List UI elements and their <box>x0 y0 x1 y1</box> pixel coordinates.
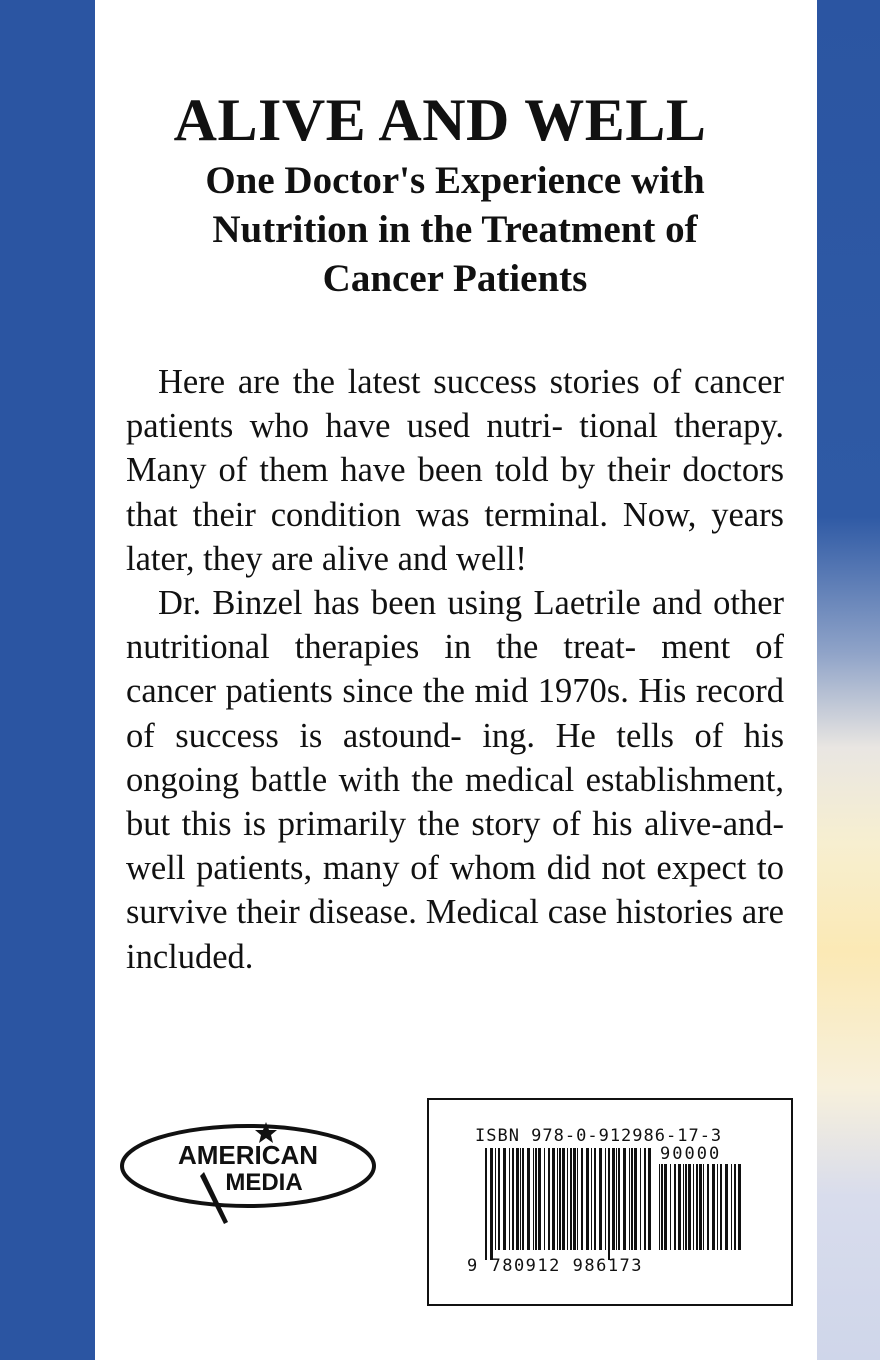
barcode-bar <box>693 1164 694 1250</box>
barcode-bar <box>533 1148 534 1250</box>
isbn-barcode <box>427 1098 793 1306</box>
isbn-label: ISBN 978-0-912986-17-3 <box>475 1126 723 1146</box>
barcode-bar <box>608 1148 610 1260</box>
logo-word-media: MEDIA <box>225 1169 303 1196</box>
barcode-bar <box>644 1148 646 1250</box>
barcode-bar <box>717 1164 718 1250</box>
barcode-bar <box>544 1148 545 1250</box>
logo-word-american: AMERICAN <box>177 1140 319 1170</box>
subtitle-line: Cancer Patients <box>322 257 588 300</box>
barcode-bar <box>498 1148 500 1250</box>
barcode-bar <box>734 1164 736 1250</box>
blurb-line: was terminal. Now, years later, they are <box>126 495 784 578</box>
barcode-bar <box>664 1164 667 1250</box>
barcode-bar <box>490 1148 493 1260</box>
barcode-bar <box>640 1148 641 1250</box>
barcode-bar <box>520 1148 521 1250</box>
blurb-line: Here are the latest success stories of <box>158 363 682 401</box>
barcode-bar <box>631 1148 633 1250</box>
blurb <box>126 360 784 979</box>
ean13-bars <box>485 1148 655 1260</box>
barcode-bar <box>562 1148 565 1250</box>
barcode-bar <box>567 1148 568 1250</box>
blurb-line: told by their doctors that their condition <box>126 451 784 534</box>
blurb-line: the medical establishment, but this is <box>126 760 784 844</box>
barcode-bar <box>586 1148 589 1250</box>
barcode-bar <box>516 1148 519 1250</box>
ean-digits: 9 780912 986173 <box>467 1256 644 1276</box>
barcode-bar <box>670 1164 671 1250</box>
book-title: ALIVE AND WELL <box>173 87 707 153</box>
barcode-bar <box>570 1148 572 1250</box>
barcode-bar <box>535 1148 537 1250</box>
american-media-logo <box>118 1118 378 1228</box>
blurb-line: 1970s. His record of success is astound- <box>126 672 784 755</box>
price-code: 90000 <box>660 1144 722 1164</box>
barcode-bar <box>688 1164 691 1250</box>
barcode-bar <box>577 1148 578 1250</box>
barcode-bar <box>699 1164 702 1250</box>
barcode-bar <box>573 1148 576 1250</box>
barcode-bar <box>683 1164 684 1250</box>
blurb-line: cancer patients who have used nutri- <box>126 363 784 446</box>
barcode-bar <box>591 1148 592 1250</box>
barcode-bar <box>659 1164 660 1250</box>
blurb-paragraph-2 <box>126 581 784 979</box>
barcode-bar <box>581 1148 583 1250</box>
subtitle-line: Nutrition in the Treatment of <box>212 208 698 251</box>
barcode-bar <box>731 1164 732 1250</box>
barcode-bar <box>720 1164 722 1250</box>
blurb-line: to survive their disease. Medical case <box>126 849 785 932</box>
subtitle-line: One Doctor's Experience with <box>205 159 705 202</box>
blurb-line: ment of cancer patients since the mid <box>126 628 784 711</box>
blurb-line: ing. He tells of his ongoing battle with <box>126 716 785 799</box>
blurb-line: other nutritional therapies in the treat- <box>126 584 784 667</box>
blurb-paragraph-1 <box>126 360 784 581</box>
barcode-bar <box>559 1148 561 1250</box>
barcode-bar <box>696 1164 698 1250</box>
barcode-bar <box>616 1148 617 1250</box>
blurb-line: histories are included. <box>126 893 784 976</box>
barcode-bar <box>509 1148 510 1250</box>
barcode-bar <box>648 1148 651 1250</box>
barcode-bar <box>738 1164 741 1250</box>
barcode-bar <box>703 1164 704 1250</box>
barcode-bar <box>503 1148 506 1250</box>
blurb-line: patients, many of whom did not expect <box>196 849 747 888</box>
barcode-bar <box>725 1164 728 1250</box>
barcode-bar <box>674 1164 676 1250</box>
barcode-bar <box>605 1148 606 1250</box>
barcode-bar <box>599 1148 602 1250</box>
blurb-line: Dr. Binzel has been using Laetrile and <box>158 584 702 623</box>
barcode-bar <box>548 1148 550 1250</box>
barcode-bar <box>707 1164 709 1250</box>
barcode-bar <box>522 1148 524 1250</box>
blurb-line: tional therapy. Many of them have been <box>126 407 785 490</box>
barcode-bar <box>685 1164 687 1250</box>
barcode-bar <box>527 1148 530 1250</box>
barcode-bar <box>495 1148 496 1250</box>
barcode-bar <box>623 1148 626 1250</box>
barcode-bar <box>629 1148 630 1250</box>
barcode-bar <box>538 1148 541 1250</box>
blurb-line: primarily the story of his alive-and-well <box>126 805 785 888</box>
barcode-bar <box>612 1148 615 1250</box>
blurb-line: alive and well! <box>321 539 527 578</box>
barcode-bar <box>678 1164 681 1250</box>
barcode-bar <box>594 1148 596 1250</box>
barcode-bar <box>712 1164 715 1250</box>
barcode-bar <box>552 1148 555 1250</box>
ean5-addon-bars <box>659 1164 741 1260</box>
barcode-bar <box>618 1148 620 1250</box>
book-subtitle <box>0 156 880 303</box>
barcode-bar <box>634 1148 637 1250</box>
barcode-bar <box>512 1148 514 1250</box>
barcode-bar <box>661 1164 663 1250</box>
barcode-bar <box>557 1148 558 1250</box>
barcode-bar <box>485 1148 487 1260</box>
